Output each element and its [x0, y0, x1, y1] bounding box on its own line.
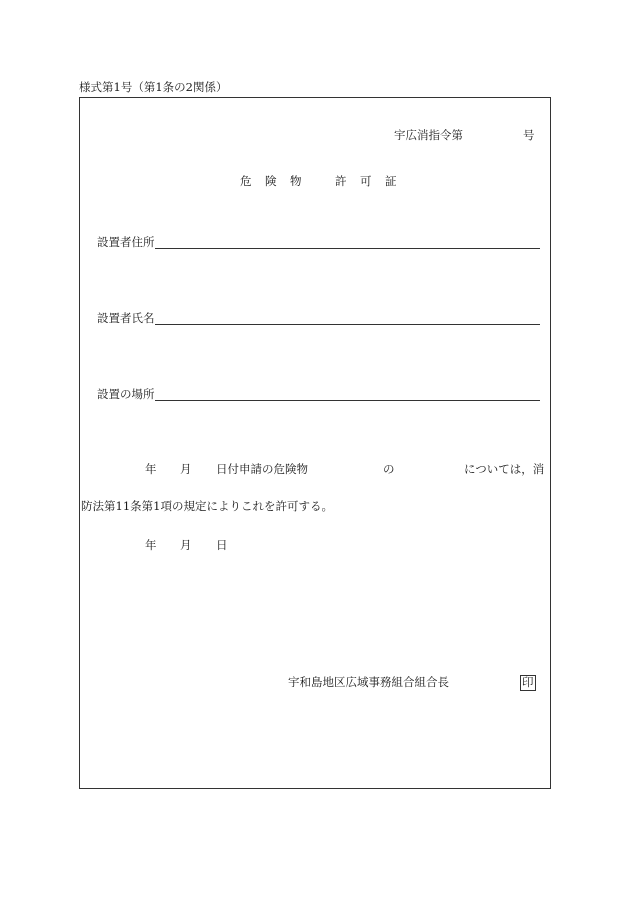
issue-year: 年: [145, 538, 157, 552]
form-header: 様式第1号（第1条の2関係）: [79, 80, 228, 94]
field-label-location: 設置の場所: [97, 387, 155, 401]
document-title-dangerous-goods: 危 険 物: [240, 174, 303, 188]
seal-stamp: 印: [522, 675, 534, 689]
application-year: 年: [145, 462, 157, 476]
application-day-text: 日付申請の危険物: [216, 462, 308, 476]
application-month: 月: [180, 462, 192, 476]
permit-number-suffix: 号: [523, 128, 535, 142]
field-label-name: 設置者氏名: [97, 311, 155, 325]
document-title-permit: 許 可 証: [335, 174, 398, 188]
field-label-address: 設置者住所: [97, 235, 155, 249]
issuer-title: 宇和島地区広域事務組合組合長: [288, 675, 449, 689]
field-line-address[interactable]: [155, 248, 540, 249]
application-no: の: [383, 462, 395, 476]
law-statement: 防法第11条第1項の規定によりこれを許可する。: [81, 499, 333, 513]
application-tail: については，消: [464, 462, 545, 476]
issue-day: 日: [216, 538, 228, 552]
field-line-location[interactable]: [155, 400, 540, 401]
field-line-name[interactable]: [155, 324, 540, 325]
permit-number-prefix: 宇広消指令第: [394, 128, 463, 142]
issue-month: 月: [180, 538, 192, 552]
